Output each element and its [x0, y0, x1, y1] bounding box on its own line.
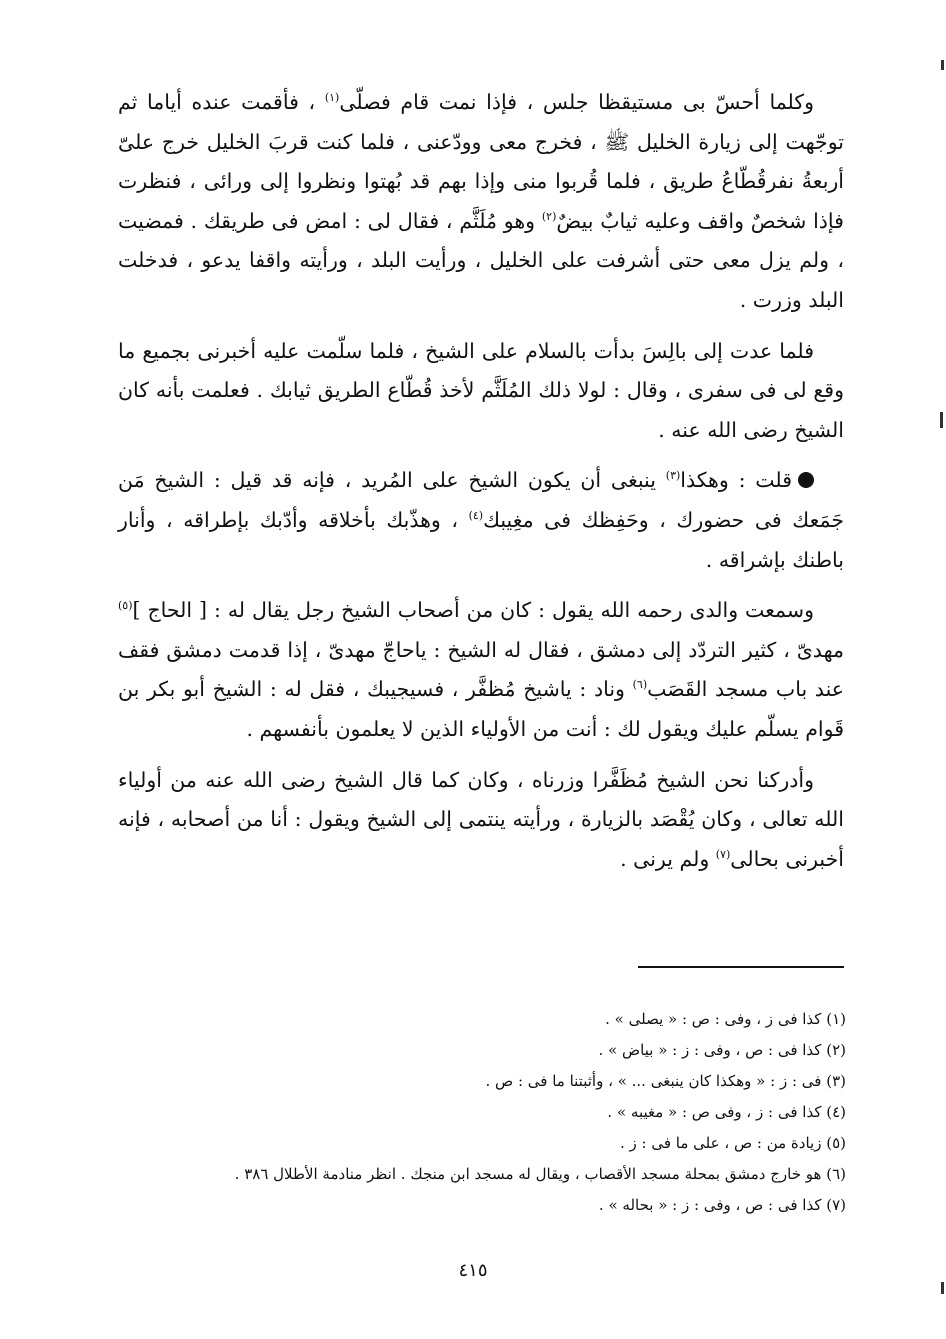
- paragraph-4-text-a: وسمعت والدى رحمه الله يقول : كان من أصحاب الشيخ رجل يقال له : [ الحاج ]: [132, 598, 814, 623]
- paragraph-5-text-b: ولم يرنى .: [620, 846, 716, 871]
- paragraph-1: [118, 83, 844, 321]
- footnote-divider: [638, 966, 844, 968]
- paragraph-4-text-c: وناد : ياشيخ مُظفَّر ، فسيجيبك ، فقل له : الشيخ أبو بكر بن قَوام يسلّم عليك ويقول لك : أنت من الأولياء الذين لا يعلمون بأنفسهم .: [118, 677, 844, 741]
- scan-edge-mark: [940, 412, 943, 428]
- footnote-4: (٤) كذا فى : ز ، وفى ص : « مغيبه » .: [607, 1103, 846, 1121]
- footnote-ref-5: (٥): [118, 599, 133, 613]
- footnote-2: (٢) كذا فى : ص ، وفى : ز : « بياض » .: [598, 1041, 846, 1059]
- paragraph-3-text-c: ، وهذّبك بأخلاقه وأدّبك بإطراقه ، وأنار باطنك بإشراقه .: [118, 507, 844, 572]
- bullet-icon: [798, 472, 814, 488]
- paragraph-3-text-b: ينبغى أن يكون الشيخ على المُريد ، فإنه قد قيل : الشيخ مَن جَمَعك فى حضورك ، وحَفِظك فى مغِيبك: [118, 468, 844, 532]
- paragraph-3-text-a: قلت : وهكذا: [680, 468, 792, 493]
- paragraph-1-text-b: ، فأقمت عنده أياما ثم توجّهت إلى زيارة الخليل ﷺ ، فخرج معى وودّعنى ، فلما كنت قربَ الخليل خرج علىّ أربعةُ نفرقُطّاعُ طريق ، فلما قُربوا منى وإذا بهم قد بُهتوا ونظروا إلى ورائى ، فنظرت فإذا شخصٌ واقف وعليه ثيابٌ بيضٌ: [118, 90, 844, 233]
- footnote-ref-2: (٢): [541, 209, 557, 223]
- paragraph-3: [118, 461, 844, 580]
- paragraph-5-text-a: وأدركنا نحن الشيخ مُظَفَّرا وزرناه ، وكان كما قال الشيخ رضى الله عنه من أولياء الله تعالى ، وكان يُقْصَد بالزيارة ، ورأيته ينتمى إلى الشيخ ويقول : أنا من أصحابه ، فإنه أخبرنى بحالى: [118, 767, 844, 871]
- page-number: ٤١٥: [458, 1260, 488, 1281]
- paragraph-4-text-b: مهدىّ ، كثير التردّد إلى دمشق ، فقال له الشيخ : ياحاجّ مهدىّ ، إذا قدمت دمشق فقف عند باب مسجد القَصَب: [118, 637, 844, 702]
- paragraph-1-text-a: وكلما أحسّ بى مستيقظا جلس ، فإذا نمت قام فصلّى: [339, 90, 814, 114]
- main-text: [118, 83, 844, 890]
- paragraph-5: [118, 761, 844, 880]
- footnote-ref-6: (٦): [632, 678, 648, 692]
- paragraph-4: [118, 591, 844, 749]
- scan-edge-mark: [941, 1282, 944, 1294]
- paragraph-2: فلما عدت إلى بالِسَ بدأت بالسلام على الشيخ ، فلما سلّمت عليه أخبرنى بجميع ما وقع لى فى سفرى ، وقال : لولا ذلك المُلَثَّم لأخذ قُطّاع الطريق ثيابك . فعلمت بأنه كان الشيخ رضى الله عنه .: [118, 338, 844, 442]
- footnote-7: (٧) كذا فى : ص ، وفى : ز : « بحاله » .: [598, 1196, 846, 1214]
- footnote-6: (٦) هو خارج دمشق بمحلة مسجد الأقصاب ، ويقال له مسجد ابن منجك . انظر منادمة الأطلال ٣٨٦ .: [234, 1165, 846, 1183]
- scan-edge-mark: [941, 60, 944, 70]
- footnote-3: (٣) فى : ز : « وهكذا كان ينبغى ... » ، وأثبتنا ما فى : ص .: [485, 1072, 846, 1090]
- footnote-ref-7: (٧): [715, 847, 731, 861]
- paragraph-1-text-c: وهو مُلَثَّم ، فقال لى : امض فى طريقك . فمضيت ، ولم يزل معى حتى أشرفت على الخليل ، ورأيت البلد ، ورأيته واقفا يدعو ، فدخلت البلد وزرت .: [118, 208, 844, 312]
- footnote-5: (٥) زيادة من : ص ، على ما فى : ز .: [620, 1134, 846, 1152]
- footnote-ref-3: (٣): [665, 469, 681, 483]
- footnote-ref-4: (٤): [468, 509, 484, 523]
- footnote-ref-1: (١): [324, 91, 340, 105]
- footnotes: [110, 1004, 846, 1221]
- footnote-1: (١) كذا فى ز ، وفى : ص : « يصلى » .: [605, 1010, 846, 1028]
